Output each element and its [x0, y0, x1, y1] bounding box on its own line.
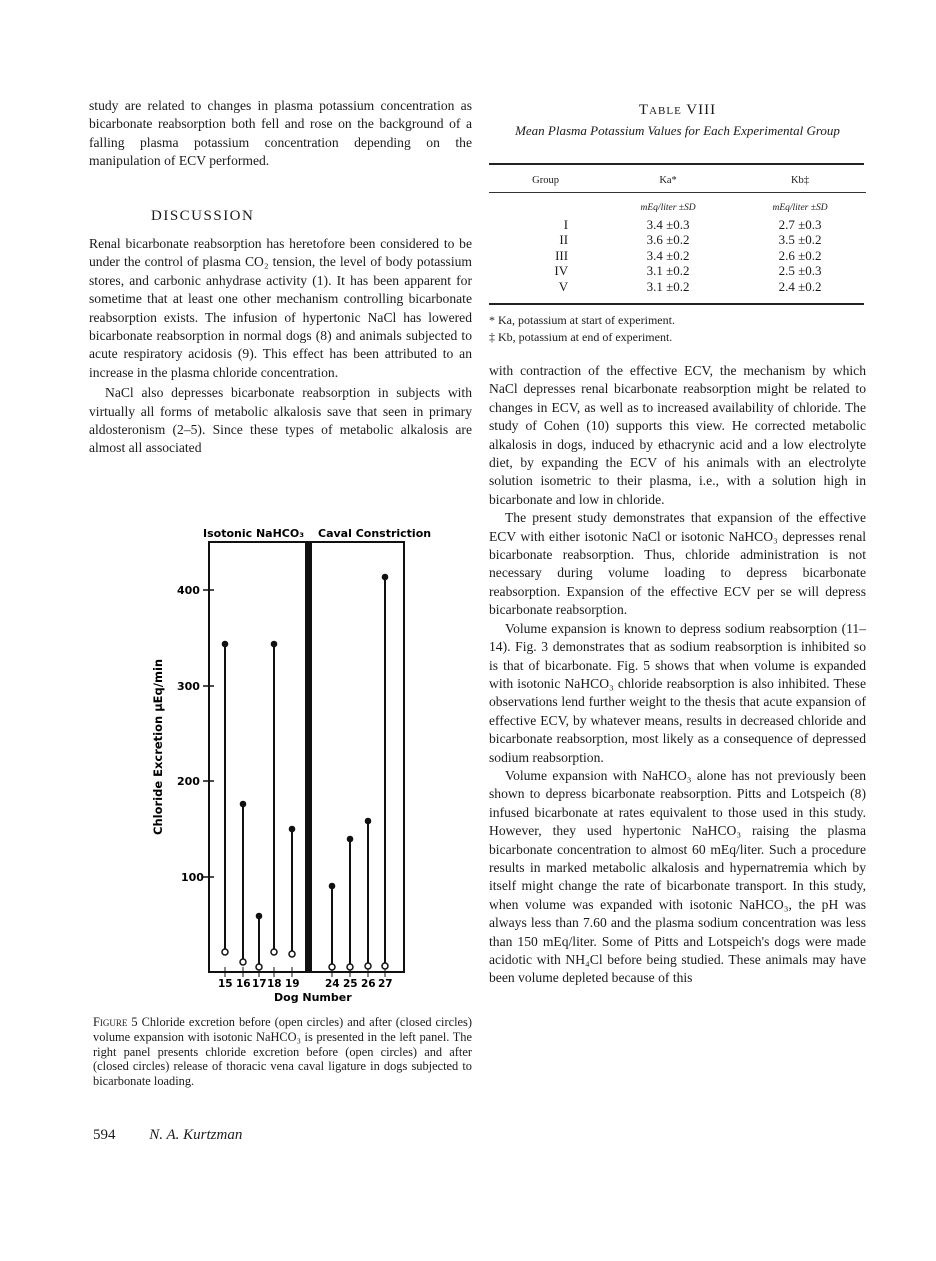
- paragraph: Volume expansion with NaHCO₃ alone has not previously been shown to depress bicarbonate reabsorption. Pitts and Lotspeich (8) infused bicarbonate at rates equivalent to those used in this study. However, they used hypertonic NaHCO₃ raising the plasma bicarbonate concentration to almost 60 mEq/liter. Such a procedure results in marked metabolic alkalosis and hypernatremia which by itself might change the rate of bicarbonate transport. In this study, when volume was expanded with isotonic NaHCO₃, the pH was always less than 7.60 and the plasma sodium concentration was less than 150 mEq/liter. Some of Pitts and Lotspeich's dogs were made acidotic with NH₄Cl before being studied. These animals may have been volume depleted because of this: [489, 767, 866, 986]
- group-cell: V: [558, 278, 569, 294]
- table-row: [489, 217, 866, 233]
- svg-text:100: 100: [181, 871, 204, 884]
- group-cell: III: [555, 247, 569, 263]
- x-axis-label: Dog Number: [274, 991, 352, 1004]
- paragraph: Renal bicarbonate reabsorption has heretofore been considered to be under the control of plasma CO₂ tension, the level of body potassium stores, and carbonic anhydrase activity (1). It has been apparent for sometime that at least one other mechanism controlling bicarbonate reabsorption exists. The infusion of hypertonic NaCl has lowered bicarbonate reabsorption in normal dogs (8) and animals subjected to acute respiratory acidosis (9). This effect has been attributed to an increase in the plasma chloride concentration.: [89, 236, 472, 380]
- paragraph: The present study demonstrates that expansion of the effective ECV with either isotonic NaCl or isotonic NaHCO₃ depresses renal bicarbonate reabsorption. Thus, chloride administration is not necessary during volume loading to depress bicarbonate reabsorption. Expansion of the effective ECV per se will depress bicarbonate reabsorption.: [489, 510, 866, 618]
- table-rule-bottom: [489, 303, 864, 305]
- right-column-body: [489, 362, 866, 988]
- units-label: mEq/liter ±SD: [640, 203, 696, 213]
- svg-text:300: 300: [177, 680, 200, 693]
- ka-cell: 3.1 ±0.2: [646, 263, 690, 278]
- figure-caption: [93, 1015, 472, 1089]
- table-subtitle: Mean Plasma Potassium Values for Each Experimental Group: [515, 123, 840, 138]
- running-author: N. A. Kurtzman: [149, 1127, 243, 1143]
- ka-cell: 3.1 ±0.2: [646, 278, 690, 294]
- kb-cell: 2.6 ±0.2: [778, 247, 822, 263]
- table-row: [489, 263, 866, 279]
- table-row: [489, 232, 866, 248]
- svg-text:25: 25: [343, 978, 358, 990]
- svg-text:27: 27: [378, 978, 393, 990]
- table-row: [489, 279, 866, 295]
- left-discussion-body: [89, 235, 472, 458]
- group-cell: IV: [554, 263, 569, 278]
- svg-text:19: 19: [285, 978, 300, 990]
- y-axis-label: Chloride Excretion µEq/min: [151, 658, 165, 835]
- ka-cell: 3.6 ±0.2: [646, 232, 690, 247]
- paragraph: Volume expansion is known to depress sodium reabsorption (11–14). Fig. 3 demonstrates that as sodium reabsorption is inhibited so is that of bicarbonate. Fig. 5 shows that when volume is expanded with isotonic NaHCO₃ chloride reabsorption is also inhibited. These observations lend further weight to the thesis that acute expansion of effective ECV, by whatever means, results in decreased chloride and bicarbonate reabsorption, most likely as a consequence of depressed sodium reabsorption.: [489, 620, 866, 765]
- kb-cell: 3.5 ±0.2: [778, 232, 822, 247]
- footnote: * Ka, potassium at start of experiment.: [489, 313, 675, 327]
- paragraph: with contraction of the effective ECV, the mechanism by which NaCl depresses renal bicarbonate reabsorption might be related to changes in ECV, as well as to increased availability of chloride. The study of Cohen (10) supports this view. He corrected metabolic alkalosis in dogs, induced by ethacrynic acid and a low electrolyte diet, by expanding the ECV of his animals with an electrolyte solution isometric to their plasma, i.e., with a solution high in bicarbonate and low in chloride.: [489, 363, 866, 507]
- page-number: 594: [93, 1127, 116, 1143]
- group-cell: I: [563, 216, 569, 232]
- table-rule-top: [489, 163, 864, 165]
- svg-text:17: 17: [252, 978, 267, 990]
- svg-text:200: 200: [177, 775, 200, 788]
- svg-text:16: 16: [236, 978, 251, 990]
- figure-label: Figure 5: [93, 1015, 138, 1029]
- column-header: Kb‡: [790, 174, 810, 186]
- kb-cell: 2.4 ±0.2: [778, 278, 822, 294]
- group-cell: II: [559, 232, 569, 247]
- left-intro-paragraph: [89, 97, 472, 171]
- svg-text:26: 26: [361, 978, 376, 990]
- caption-text: Chloride excretion before (open circles) and after (closed circles) volume expansion with isotonic NaHCO₃ is presented in the left panel. The right panel presents chloride excretion before (open circles) and after (closed circles) release of thoracic vena caval ligature in dogs subjected to bicarbonate loading.: [93, 1015, 472, 1089]
- table-row: [489, 248, 866, 264]
- figure-5-chart: [140, 520, 440, 1010]
- svg-text:400: 400: [177, 584, 200, 597]
- ka-cell: 3.4 ±0.3: [646, 216, 690, 232]
- svg-text:18: 18: [267, 978, 282, 990]
- panel-title-right: Caval Constriction: [318, 527, 432, 540]
- paragraph: NaCl also depresses bicarbonate reabsorption in subjects with virtually all forms of metabolic alkalosis save that seen in primary aldosteronism (2–5). Since these types of metabolic alkalosis are almost all associated: [89, 385, 472, 456]
- units-label: mEq/liter ±SD: [772, 203, 828, 213]
- column-header: Ka*: [659, 174, 677, 186]
- panel-title-left: Isotonic NaHCO₃: [203, 527, 305, 540]
- table-title: Table VIII: [638, 102, 717, 118]
- section-heading: DISCUSSION: [151, 208, 255, 224]
- footnote: ‡ Kb, potassium at end of experiment.: [489, 329, 673, 344]
- kb-cell: 2.5 ±0.3: [778, 263, 822, 278]
- svg-text:24: 24: [325, 978, 340, 990]
- paragraph: study are related to changes in plasma potassium concentration as bicarbonate reabsorption both fell and rose on the background of a falling plasma potassium concentration depending on the manipulation of ECV performed.: [89, 98, 472, 169]
- panel-divider: [305, 542, 312, 972]
- column-header: Group: [532, 174, 559, 186]
- table-footnotes: [489, 312, 675, 345]
- page-footer: [93, 1127, 242, 1144]
- ka-cell: 3.4 ±0.2: [646, 247, 690, 263]
- potassium-table: [489, 168, 866, 294]
- svg-text:15: 15: [218, 978, 233, 990]
- kb-cell: 2.7 ±0.3: [778, 216, 822, 232]
